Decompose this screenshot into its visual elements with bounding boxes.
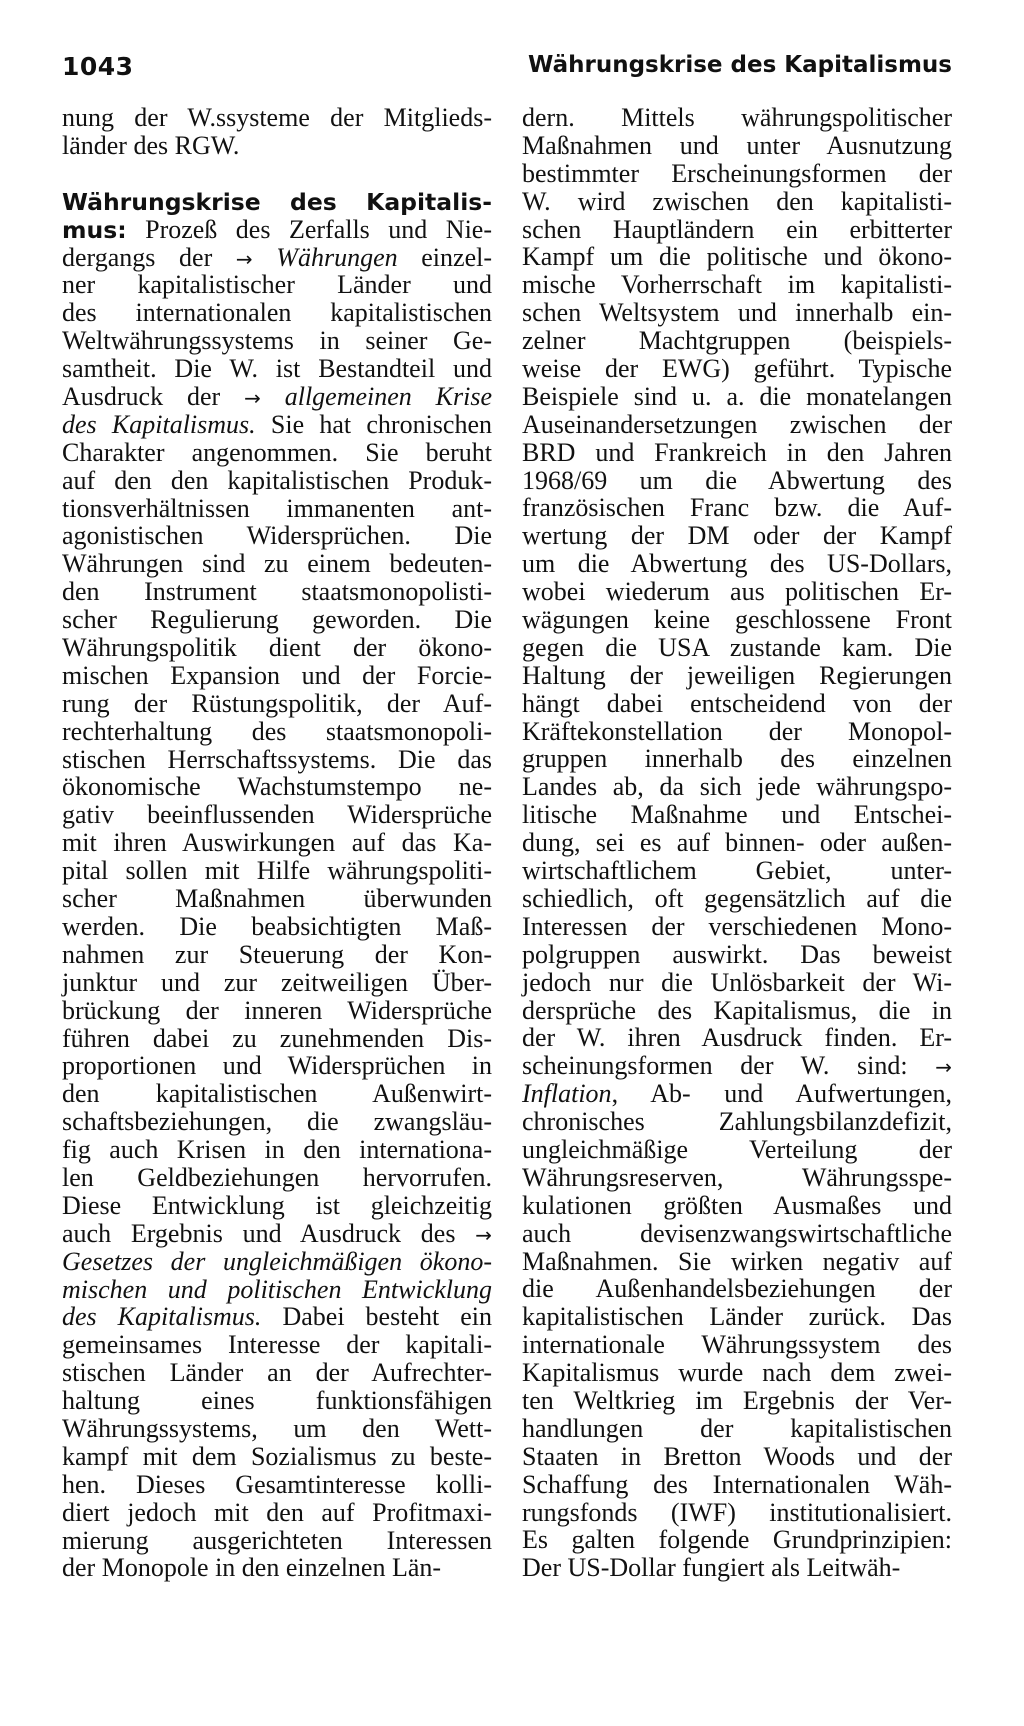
- paragraph-gap: [62, 160, 492, 188]
- text-line: schaftsbeziehungen, die zwangsläu-: [62, 1107, 492, 1137]
- text-line: Charakter angenommen. Sie beruht: [62, 437, 492, 467]
- text-line: Haltung der jeweiligen Regierungen: [522, 660, 952, 690]
- text-line: fig auch Krisen in den internationa-: [62, 1135, 492, 1165]
- text-line: Inflation, Ab- und Aufwertungen,: [522, 1079, 952, 1109]
- text-line: Maßnahmen. Sie wirken negativ auf: [522, 1246, 952, 1276]
- text-line: BRD und Frankreich in den Jahren: [522, 437, 952, 467]
- text-line: nung der W.ssysteme der Mitglieds-: [62, 103, 492, 132]
- text-line: die Außenhandelsbeziehungen der: [522, 1274, 952, 1304]
- text-line: schen Hauptländern ein erbitterter: [522, 214, 952, 244]
- text-line: rungsfonds (IWF) institutionalisiert.: [522, 1497, 952, 1527]
- text-line: haltung eines funktionsfähigen: [62, 1386, 492, 1416]
- text-line: länder des RGW.: [62, 130, 240, 160]
- text-line: der W. ihren Ausdruck finden. Er-: [522, 1023, 952, 1053]
- text-line: hängt dabei entscheidend von der: [522, 688, 952, 718]
- text-line: des Kapitalismus. Dabei besteht ein: [62, 1302, 492, 1332]
- text-line: scher Maßnahmen überwunden: [62, 884, 492, 914]
- text-line: schen Weltsystem und innerhalb ein-: [522, 298, 952, 328]
- left-text-column: [62, 104, 492, 1582]
- text-line: Beispiele sind u. a. die monatelangen: [522, 381, 952, 411]
- text-line: Landes ab, da sich jede währungspo-: [522, 772, 952, 802]
- text-line: Währungskrise des Kapitalis-: [62, 187, 492, 216]
- text-line: W. wird zwischen den kapitalisti-: [522, 186, 952, 216]
- text-line: ner kapitalistischer Länder und: [62, 270, 492, 300]
- text-line: polgruppen auswirkt. Das beweist: [522, 939, 952, 969]
- right-text-column: [522, 104, 952, 1582]
- text-line: wobei wiederum aus politischen Er-: [522, 577, 952, 607]
- page-number: 1043: [62, 52, 134, 81]
- text-line: der Monopole in den einzelnen Län-: [62, 1553, 442, 1583]
- text-line: ten Weltkrieg im Ergebnis der Ver-: [522, 1385, 952, 1415]
- text-line: proportionen und Widersprüchen in: [62, 1051, 492, 1081]
- text-line: Interessen der verschiedenen Mono-: [522, 911, 952, 941]
- text-line: weise der EWG) geführt. Typische: [522, 354, 952, 384]
- text-line: Kräftekonstellation der Monopol-: [522, 716, 952, 746]
- text-line: brückung der inneren Widersprüche: [62, 995, 492, 1025]
- text-line: kapitalistischen Länder zurück. Das: [522, 1302, 952, 1332]
- text-line: ökonomische Wachstumstempo ne-: [62, 772, 492, 802]
- text-line: Es galten folgende Grundprinzipien:: [522, 1525, 952, 1555]
- text-line: internationale Währungssystem des: [522, 1330, 952, 1360]
- text-line: Kapitalismus wurde nach dem zwei-: [522, 1358, 952, 1388]
- text-line: mus: Prozeß des Zerfalls und Nie-: [62, 214, 492, 244]
- text-line: kulationen größten Ausmaßes und: [522, 1190, 952, 1220]
- text-line: werden. Die beabsichtigten Maß-: [62, 911, 492, 941]
- text-line: Auseinandersetzungen zwischen der: [522, 409, 952, 439]
- text-line: mische Vorherrschaft im kapitalisti-: [522, 270, 952, 300]
- text-line: stischen Länder an der Aufrechter-: [62, 1358, 492, 1388]
- text-line: dergangs der → Währungen einzel-: [62, 242, 492, 272]
- text-line: 1968/69 um die Abwertung des: [522, 465, 952, 495]
- text-line: auf den den kapitalistischen Produk-: [62, 465, 492, 495]
- text-line: scher Regulierung geworden. Die: [62, 605, 492, 635]
- text-line: des Kapitalismus. Sie hat chronischen: [62, 409, 492, 439]
- text-line: Ausdruck der → allgemeinen Krise: [62, 382, 493, 412]
- text-line: rung der Rüstungspolitik, der Auf-: [62, 688, 492, 718]
- text-line: Maßnahmen und unter Ausnutzung: [522, 130, 952, 160]
- text-line: auch Ergebnis und Ausdruck des →: [62, 1218, 492, 1248]
- text-line: zelner Machtgruppen (beispiels-: [522, 326, 952, 356]
- text-line: um die Abwertung des US-Dollars,: [522, 549, 952, 579]
- text-line: hen. Dieses Gesamtinteresse kolli-: [62, 1469, 492, 1499]
- text-line: schiedlich, oft gegensätzlich auf die: [522, 883, 952, 913]
- text-line: nahmen zur Steuerung der Kon-: [62, 939, 492, 969]
- page-header: [62, 52, 952, 86]
- text-line: kampf mit dem Sozialismus zu beste-: [62, 1441, 492, 1471]
- text-line: rechterhaltung des staatsmonopoli-: [62, 716, 492, 746]
- text-line: gativ beeinflussenden Widersprüche: [62, 800, 492, 830]
- text-line: des internationalen kapitalistischen: [62, 298, 492, 328]
- text-line: junktur und zur zeitweiligen Über-: [62, 967, 492, 997]
- text-line: dersprüche des Kapitalismus, die in: [522, 995, 952, 1025]
- text-line: Währungspolitik dient der ökono-: [62, 633, 492, 663]
- text-line: agonistischen Widersprüchen. Die: [62, 521, 492, 551]
- text-line: pital sollen mit Hilfe währungspoliti-: [62, 856, 492, 886]
- text-line: Währungsreserven, Währungsspe-: [522, 1162, 952, 1192]
- text-line: stischen Herrschaftssystems. Die das: [62, 744, 492, 774]
- text-line: französischen Franc bzw. die Auf-: [522, 493, 952, 523]
- text-line: jedoch nur die Unlösbarkeit der Wi-: [522, 967, 952, 997]
- text-line: führen dabei zu zunehmenden Dis-: [62, 1023, 492, 1053]
- text-line: Weltwährungssystems in seiner Ge-: [62, 326, 492, 356]
- text-line: Kampf um die politische und ökono-: [522, 242, 952, 272]
- text-line: mischen Expansion und der Forcie-: [62, 660, 492, 690]
- text-line: dung, sei es auf binnen- oder außen-: [522, 828, 952, 858]
- text-line: gemeinsames Interesse der kapitali-: [62, 1330, 492, 1360]
- text-line: Staaten in Bretton Woods und der: [522, 1441, 952, 1471]
- text-line: ungleichmäßige Verteilung der: [522, 1134, 952, 1164]
- text-line: len Geldbeziehungen hervorrufen.: [62, 1162, 492, 1192]
- text-line: chronisches Zahlungsbilanzdefizit,: [522, 1107, 952, 1137]
- text-line: gegen die USA zustande kam. Die: [522, 632, 952, 662]
- text-line: auch devisenzwangswirtschaftliche: [522, 1218, 952, 1248]
- text-line: den kapitalistischen Außenwirt-: [62, 1079, 492, 1109]
- text-line: mit ihren Auswirkungen auf das Ka-: [62, 828, 492, 858]
- text-line: wirtschaftlichem Gebiet, unter-: [522, 856, 952, 886]
- text-line: mierung ausgerichteten Interessen: [62, 1525, 492, 1555]
- text-line: wertung der DM oder der Kampf: [522, 521, 952, 551]
- text-line: handlungen der kapitalistischen: [522, 1413, 952, 1443]
- text-line: wägungen keine geschlossene Front: [522, 605, 952, 635]
- text-line: Währungen sind zu einem bedeuten-: [62, 549, 492, 579]
- text-line: Schaffung des Internationalen Wäh-: [522, 1469, 952, 1499]
- text-line: samtheit. Die W. ist Bestandteil und: [62, 354, 492, 384]
- text-line: Diese Entwicklung ist gleichzeitig: [62, 1190, 492, 1220]
- text-line: Währungssystems, um den Wett-: [62, 1413, 492, 1443]
- text-line: gruppen innerhalb des einzelnen: [522, 744, 952, 774]
- text-line: mischen und politischen Entwicklung: [62, 1274, 492, 1304]
- text-line: tionsverhältnissen immanenten ant-: [62, 493, 492, 523]
- text-line: scheinungsformen der W. sind: →: [522, 1051, 952, 1081]
- running-head: Währungskrise des Kapitalismus: [528, 52, 952, 78]
- text-line: diert jedoch mit den auf Profitmaxi-: [62, 1497, 492, 1527]
- text-line: den Instrument staatsmonopolisti-: [62, 577, 492, 607]
- text-line: Gesetzes der ungleichmäßigen ökono-: [62, 1246, 492, 1276]
- text-line: Der US-Dollar fungiert als Leitwäh-: [522, 1553, 901, 1583]
- text-line: bestimmter Erscheinungsformen der: [522, 158, 952, 188]
- text-line: dern. Mittels währungspolitischer: [522, 103, 952, 132]
- text-line: litische Maßnahme und Entschei-: [522, 800, 952, 830]
